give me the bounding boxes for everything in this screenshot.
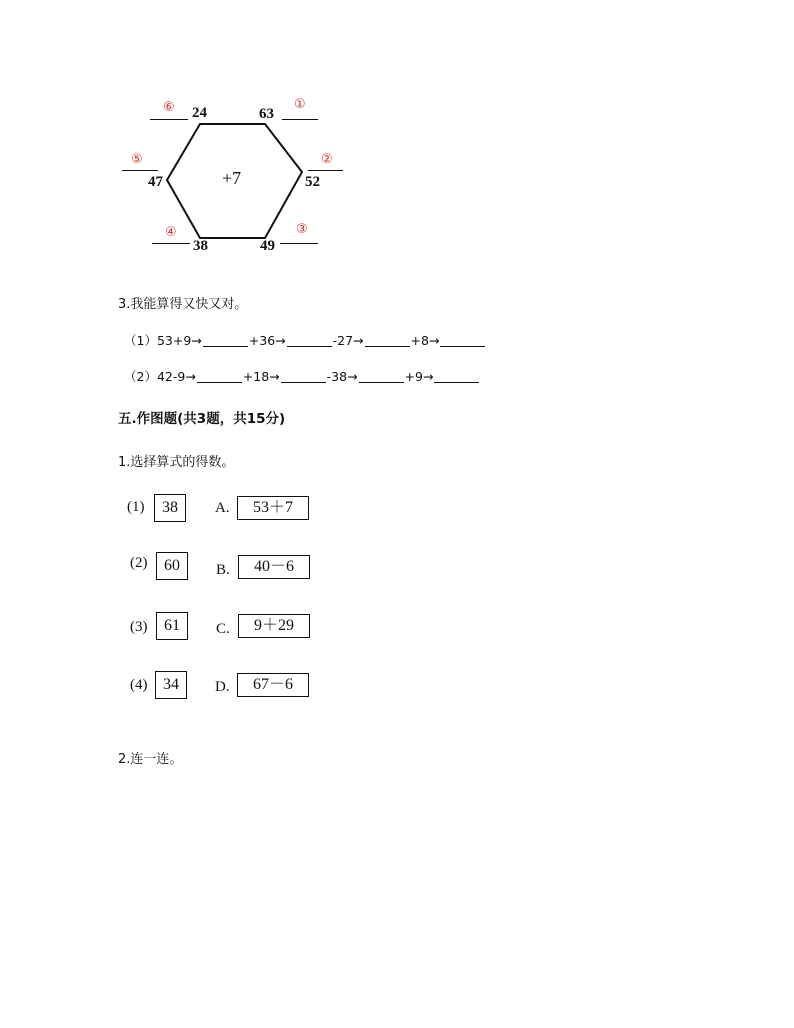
option-c-letter: C. <box>216 621 230 637</box>
answer-blank[interactable] <box>365 334 410 347</box>
question-3-title: 3.我能算得又快又对。 <box>118 297 248 312</box>
answer-blank[interactable] <box>197 370 242 383</box>
blank-4 <box>152 243 190 244</box>
hexagon-center-operation: +7 <box>222 168 242 188</box>
sequence-row-1-number: （1） <box>124 333 157 348</box>
item-3-number: (3) <box>130 619 148 635</box>
sequence-row-2-op3: +9→ <box>404 369 434 384</box>
answer-blank[interactable] <box>203 334 248 347</box>
option-a-expression: 53＋7 <box>237 496 309 520</box>
item-4-value-box: 34 <box>155 671 187 699</box>
sequence-row-2-start: 42-9→ <box>156 369 196 384</box>
option-a-letter: A. <box>215 500 230 516</box>
sequence-row-1-op2: -27→ <box>332 333 364 348</box>
sequence-row-2-number: （2） <box>124 369 157 384</box>
option-b-expression: 40－6 <box>238 555 310 579</box>
question-2-title: 2.连一连。 <box>118 752 183 767</box>
sequence-row-1-op3: +8→ <box>410 333 440 348</box>
sequence-row-2 <box>124 367 480 385</box>
item-2-number: (2) <box>130 555 148 571</box>
hexagon-vertex-bottom-left: 38 <box>193 238 208 254</box>
blank-3 <box>280 243 318 244</box>
blank-6 <box>150 119 188 120</box>
hexagon-figure <box>110 92 370 262</box>
answer-blank[interactable] <box>281 370 326 383</box>
hexagon-vertex-left: 47 <box>148 174 163 190</box>
answer-blank[interactable] <box>359 370 404 383</box>
blank-2 <box>308 170 343 171</box>
marker-3: ③ <box>296 222 308 237</box>
option-b-letter: B. <box>216 562 230 578</box>
marker-4: ④ <box>165 225 177 240</box>
marker-6: ⑥ <box>163 100 175 115</box>
marker-2: ② <box>321 152 333 167</box>
option-d-expression: 67－6 <box>237 673 309 697</box>
sequence-row-1-start: 53+9→ <box>156 333 202 348</box>
item-2-value-box: 60 <box>156 552 188 580</box>
sequence-row-2-op1: +18→ <box>242 369 280 384</box>
item-3-value-box: 61 <box>156 612 188 640</box>
option-c-expression: 9＋29 <box>238 614 310 638</box>
sequence-row-2-op2: -38→ <box>326 369 358 384</box>
hexagon-vertex-right: 52 <box>305 174 320 190</box>
option-d-letter: D. <box>215 679 230 695</box>
question-1-title: 1.选择算式的得数。 <box>118 455 235 470</box>
answer-blank[interactable] <box>440 334 485 347</box>
sequence-row-1-op1: +36→ <box>248 333 286 348</box>
hexagon-vertex-top-right: 63 <box>259 106 274 122</box>
hexagon-vertex-bottom-right: 49 <box>260 238 275 254</box>
marker-1: ① <box>294 97 306 112</box>
answer-blank[interactable] <box>434 370 479 383</box>
blank-1 <box>282 119 318 120</box>
item-1-number: (1) <box>127 499 145 515</box>
hexagon-vertex-top-left: 24 <box>192 105 207 121</box>
sequence-row-1 <box>124 331 486 349</box>
marker-5: ⑤ <box>131 152 143 167</box>
answer-blank[interactable] <box>287 334 332 347</box>
item-4-number: (4) <box>130 677 148 693</box>
item-1-value-box: 38 <box>154 494 186 522</box>
section-5-heading: 五.作图题(共3题，共15分) <box>118 411 286 427</box>
blank-5 <box>122 170 158 171</box>
